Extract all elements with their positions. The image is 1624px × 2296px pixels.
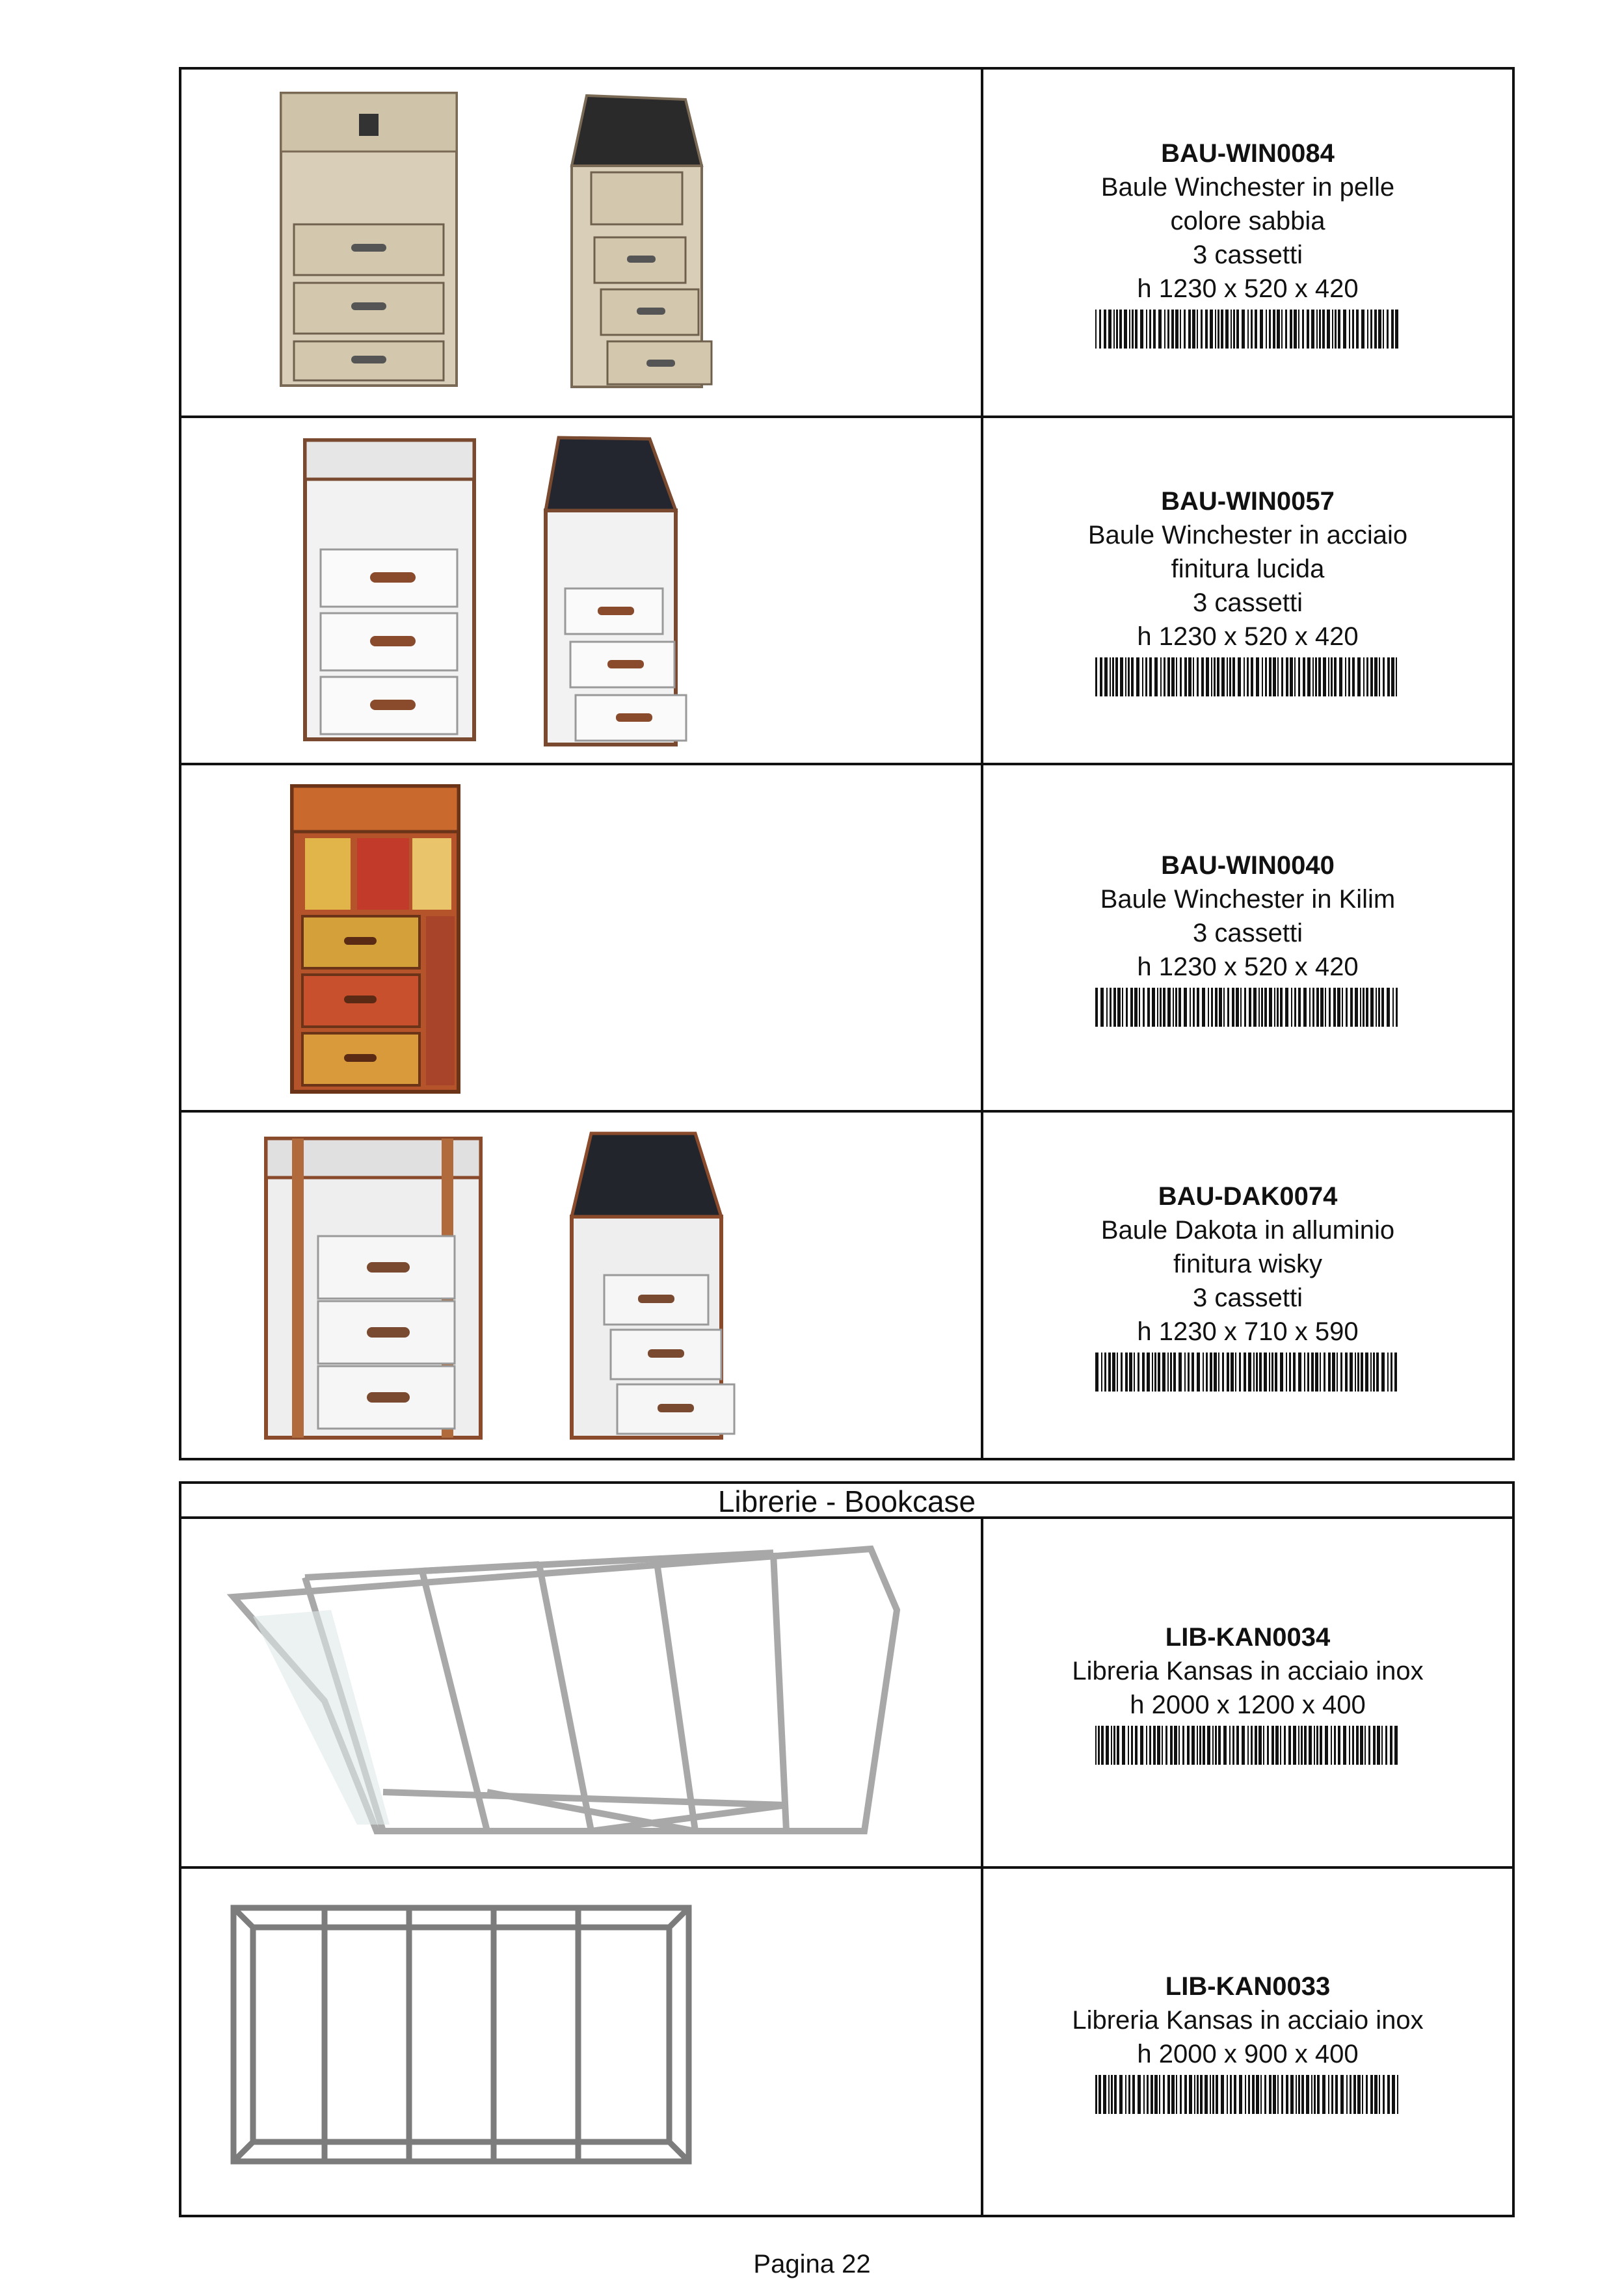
product-finish: finitura lucida <box>1171 555 1325 583</box>
product-row <box>181 1866 1512 2215</box>
product-finish: colore sabbia <box>1170 207 1325 235</box>
product-dimensions: h 1230 x 520 x 420 <box>1137 622 1359 651</box>
product-info <box>983 1869 1512 2215</box>
aluminium-trunk-icon <box>253 1126 773 1451</box>
product-code: LIB-KAN0033 <box>1165 1972 1331 2001</box>
product-code: BAU-WIN0057 <box>1161 487 1335 516</box>
product-info <box>983 1113 1512 1458</box>
product-dimensions: h 2000 x 900 x 400 <box>1137 2040 1359 2068</box>
product-code: LIB-KAN0034 <box>1165 1623 1331 1652</box>
steel-trunk-icon <box>279 432 747 751</box>
product-image-cell <box>181 1113 983 1458</box>
product-image-cell <box>181 765 983 1110</box>
product-info <box>983 70 1512 416</box>
product-row <box>181 763 1512 1110</box>
barcode-icon <box>1095 2075 1401 2114</box>
steel-bookcase-icon <box>207 1901 702 2174</box>
product-image-cell <box>181 1519 983 1866</box>
barcode-icon <box>1095 310 1401 349</box>
kilim-trunk-icon <box>279 780 474 1098</box>
product-row <box>181 416 1512 763</box>
product-finish: finitura wisky <box>1173 1249 1322 1278</box>
barcode-icon <box>1095 1353 1401 1392</box>
product-description: Baule Winchester in pelle <box>1100 173 1395 202</box>
product-row <box>181 1519 1512 1866</box>
product-info <box>983 1519 1512 1866</box>
product-image-cell <box>181 1869 983 2215</box>
sand-leather-trunk-icon <box>230 88 751 393</box>
product-dimensions: h 1230 x 710 x 590 <box>1137 1317 1359 1346</box>
product-drawers: 3 cassetti <box>1193 241 1303 269</box>
product-description: Libreria Kansas in acciaio inox <box>1072 2006 1424 2035</box>
steel-bookcase-icon <box>227 1545 903 1844</box>
product-image-cell <box>181 70 983 416</box>
product-info <box>983 765 1512 1110</box>
product-dimensions: h 1230 x 520 x 420 <box>1137 274 1359 303</box>
product-row <box>181 70 1512 416</box>
product-description: Libreria Kansas in acciaio inox <box>1072 1657 1424 1685</box>
product-dimensions: h 1230 x 520 x 420 <box>1137 953 1359 981</box>
trunks-table <box>179 67 1515 1460</box>
product-info <box>983 418 1512 763</box>
product-drawers: 3 cassetti <box>1193 919 1303 947</box>
product-image-cell <box>181 418 983 763</box>
product-code: BAU-WIN0084 <box>1161 139 1335 168</box>
product-code: BAU-DAK0074 <box>1158 1181 1338 1211</box>
product-drawers: 3 cassetti <box>1193 588 1303 617</box>
barcode-icon <box>1095 988 1401 1027</box>
product-dimensions: h 2000 x 1200 x 400 <box>1130 1691 1366 1719</box>
product-drawers: 3 cassetti <box>1193 1283 1303 1312</box>
product-description: Baule Winchester in acciaio <box>1087 521 1408 549</box>
bookcase-table <box>179 1481 1515 2217</box>
product-description: Baule Dakota in alluminio <box>1100 1215 1395 1245</box>
product-code: BAU-WIN0040 <box>1161 851 1335 880</box>
page-number: Pagina 22 <box>753 2250 871 2278</box>
section-title: Librerie - Bookcase <box>181 1484 1512 1519</box>
product-description: Baule Winchester in Kilim <box>1100 885 1396 914</box>
barcode-icon <box>1095 657 1401 696</box>
barcode-icon <box>1095 1726 1401 1765</box>
product-row <box>181 1110 1512 1458</box>
